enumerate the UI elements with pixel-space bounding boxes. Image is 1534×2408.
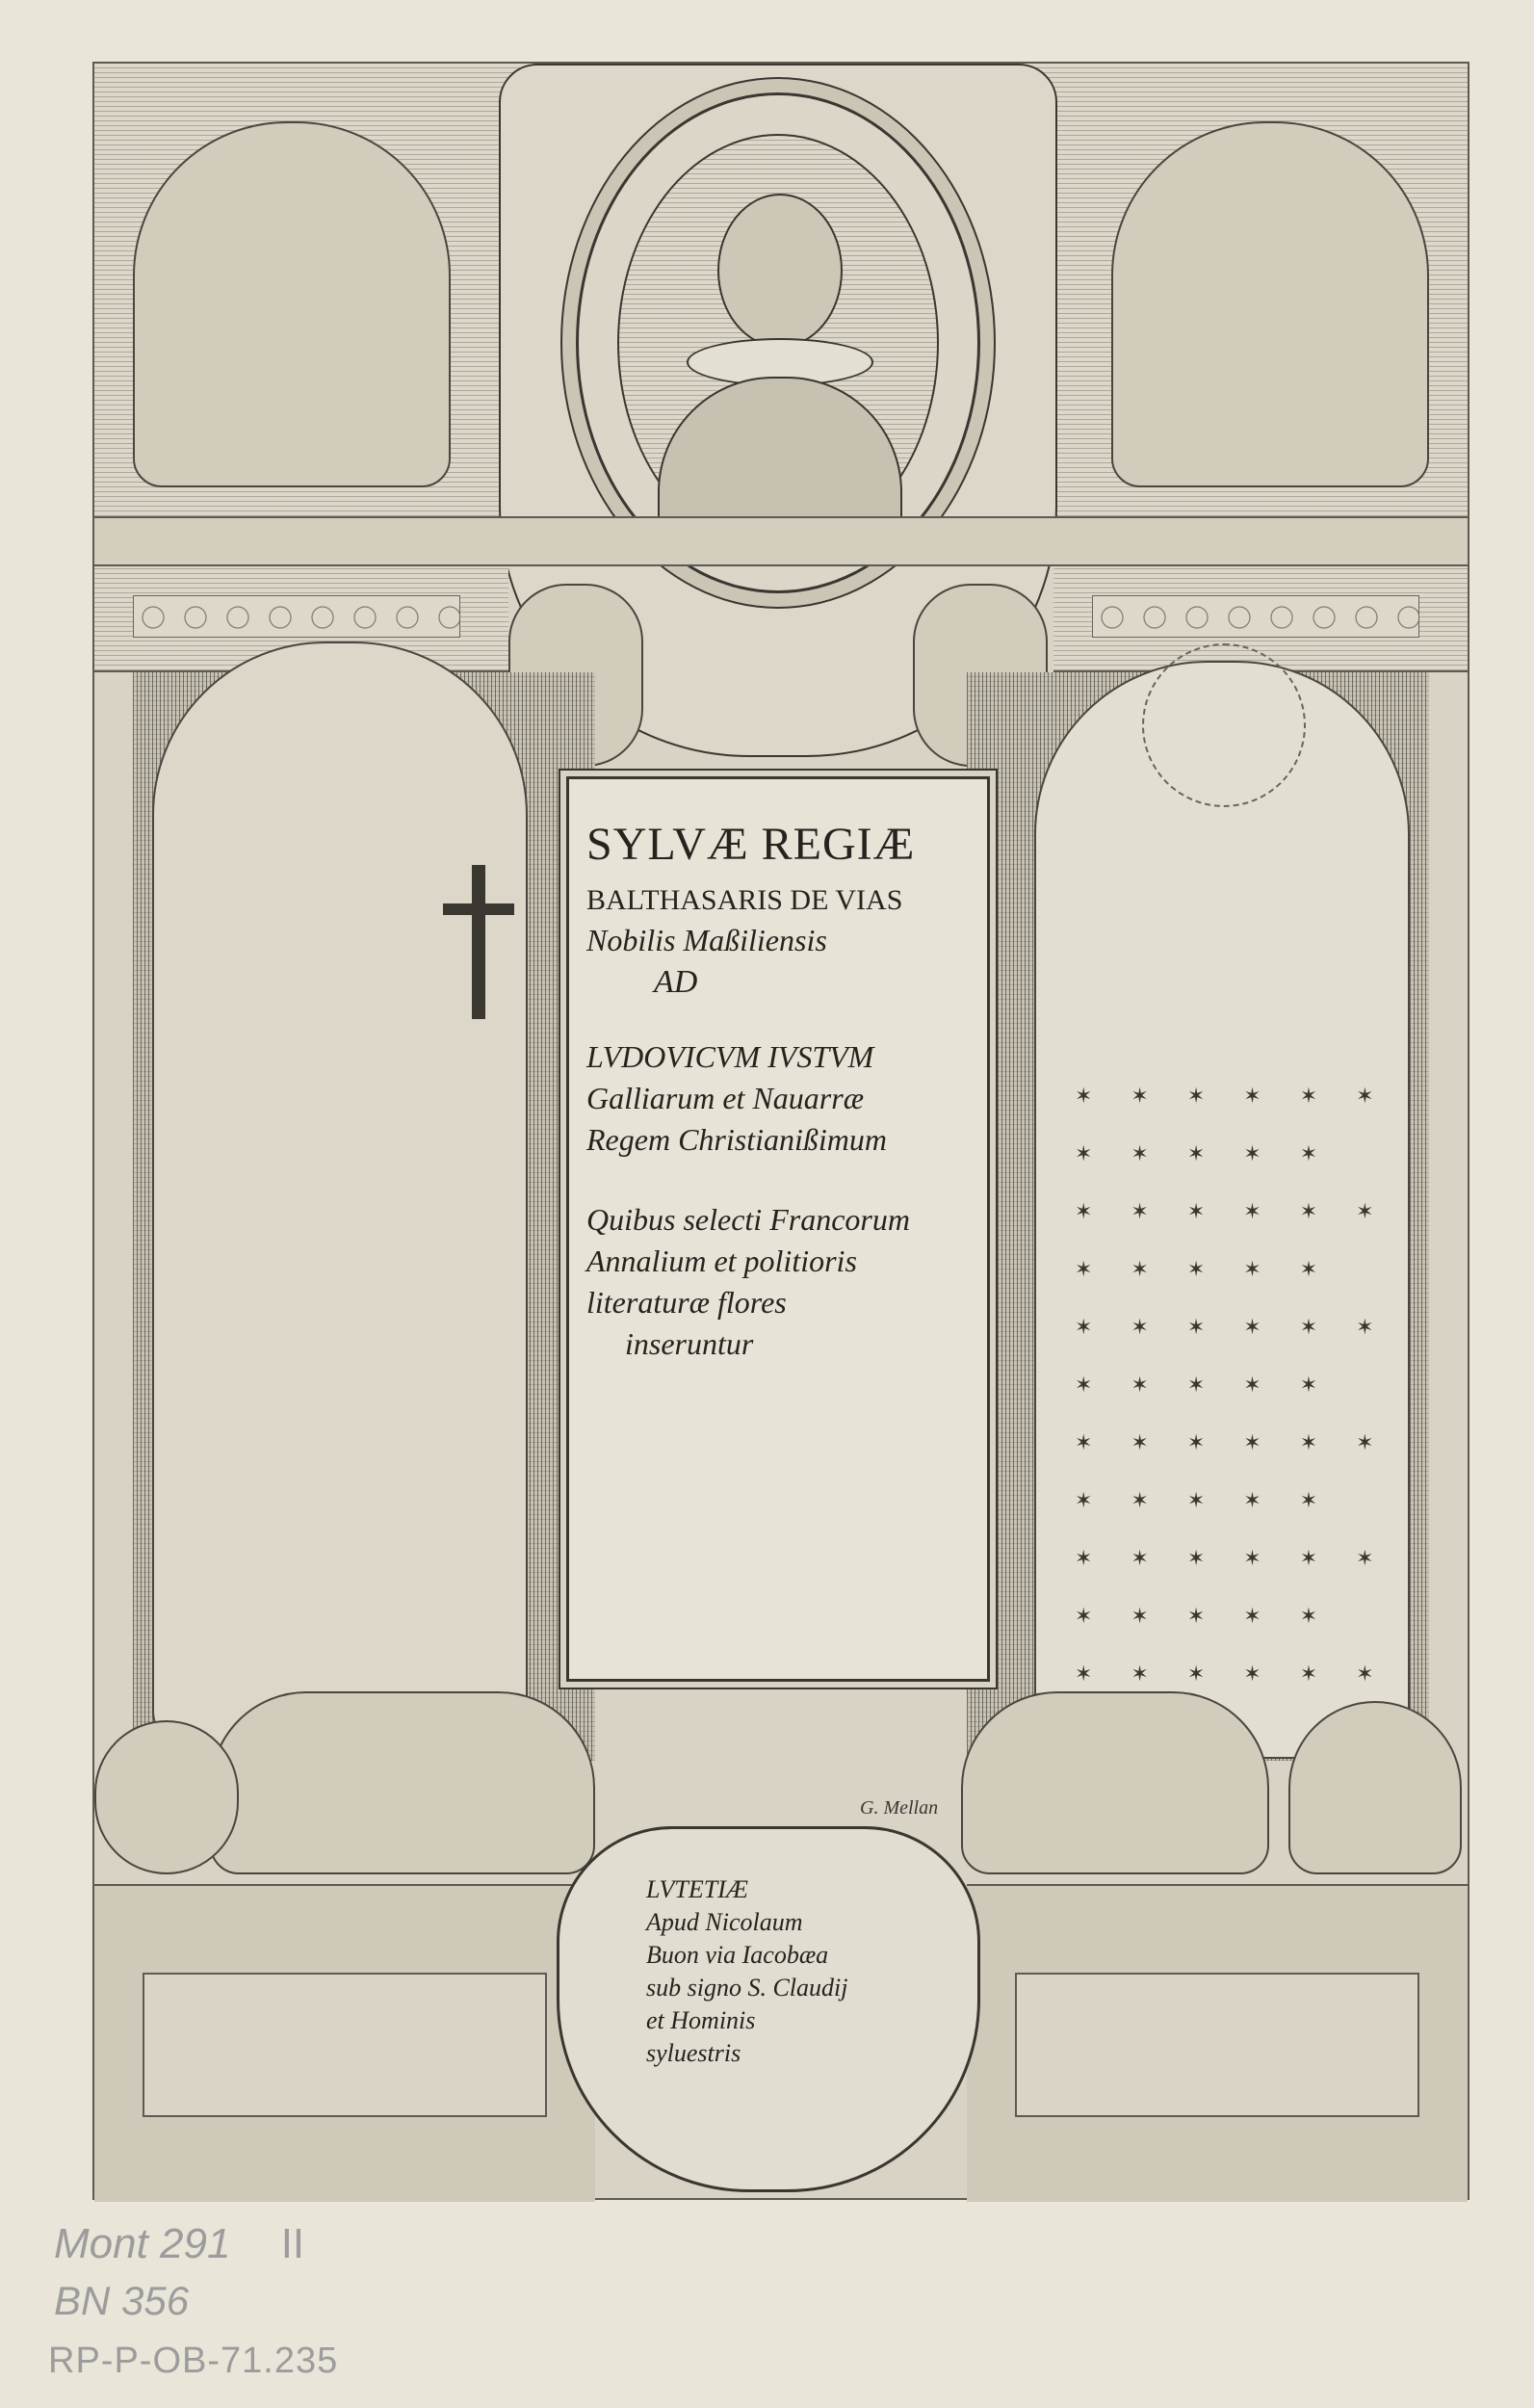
imprint-cartouche [557,1826,980,2192]
book-title: SYLVÆ REGIÆ [586,819,916,870]
dedicatee-realm: Galliarum et Nauarræ [586,1081,865,1115]
seated-figure-top-right [1111,121,1429,487]
pedestal-left [94,1884,595,2202]
garland-panel-right [1015,1973,1419,2117]
ad-word: AD [654,964,698,1000]
portrait-oval [617,134,939,552]
description-line-4: inseruntur [625,1326,754,1361]
pedestal-right [967,1884,1468,2202]
dolphin-left [94,1720,239,1874]
imprint-city: LVTETIÆ [646,1875,748,1903]
star-robe-pattern: ✶✶✶✶✶✶ ✶✶✶✶✶ ✶✶✶✶✶✶ ✶✶✶✶✶ ✶✶✶✶✶✶ ✶✶✶✶✶ ✶✶✶✶✶✶ ✶✶✶✶✶ ✶✶✶✶✶✶ ✶✶✶✶✶ ✶✶✶✶✶✶ [1075,1084,1413,1686]
faith-figure-left [152,641,528,1749]
imprint-line-1: Apud Nicolaum [646,1908,803,1936]
imprint-line-3: sub signo S. Claudij [646,1974,848,2002]
imprint-line-2: Buon via Iacobæa [646,1941,829,1969]
description-line-2: Annalium et politioris [586,1243,857,1278]
description-line-1: Quibus selecti Francorum [586,1202,910,1237]
engraver-signature: G. Mellan [860,1797,939,1819]
putto-right [1288,1701,1462,1874]
author-origin: Nobilis Maßiliensis [586,923,827,957]
dedicatee-name: LVDOVICVM IVSTVM [586,1039,874,1074]
halo-icon [1142,643,1306,807]
cross-icon [472,865,485,1019]
scrollwork-ornament-right [1092,595,1419,638]
title-tablet [566,776,990,1682]
author-name: BALTHASARIS DE VIAS [586,884,903,916]
river-god-left [210,1691,595,1874]
imprint-line-5: syluestris [646,2039,741,2067]
engraving-plate [92,62,1469,2200]
entablature-beam [94,516,1468,566]
seated-figure-top-left [133,121,451,487]
river-god-right [961,1691,1269,1874]
astronomy-figure-right [1034,661,1413,1759]
imprint-line-4: et Hominis [646,2006,756,2034]
scrollwork-ornament-left [133,595,460,638]
annotation-line-3: RP-P-OB-71.235 [48,2341,339,2381]
annotation-mont: Mont 291 [54,2220,231,2267]
description-line-3: literaturæ flores [586,1285,787,1320]
portrait-head [717,194,843,348]
garland-panel-left [143,1973,547,2117]
annotation-state: II [280,2220,305,2267]
cross-bar [443,903,514,915]
annotation-line-1 [54,2220,304,2268]
annotation-line-2: BN 356 [54,2278,190,2323]
dedicatee-title: Regem Christianißimum [586,1122,887,1157]
